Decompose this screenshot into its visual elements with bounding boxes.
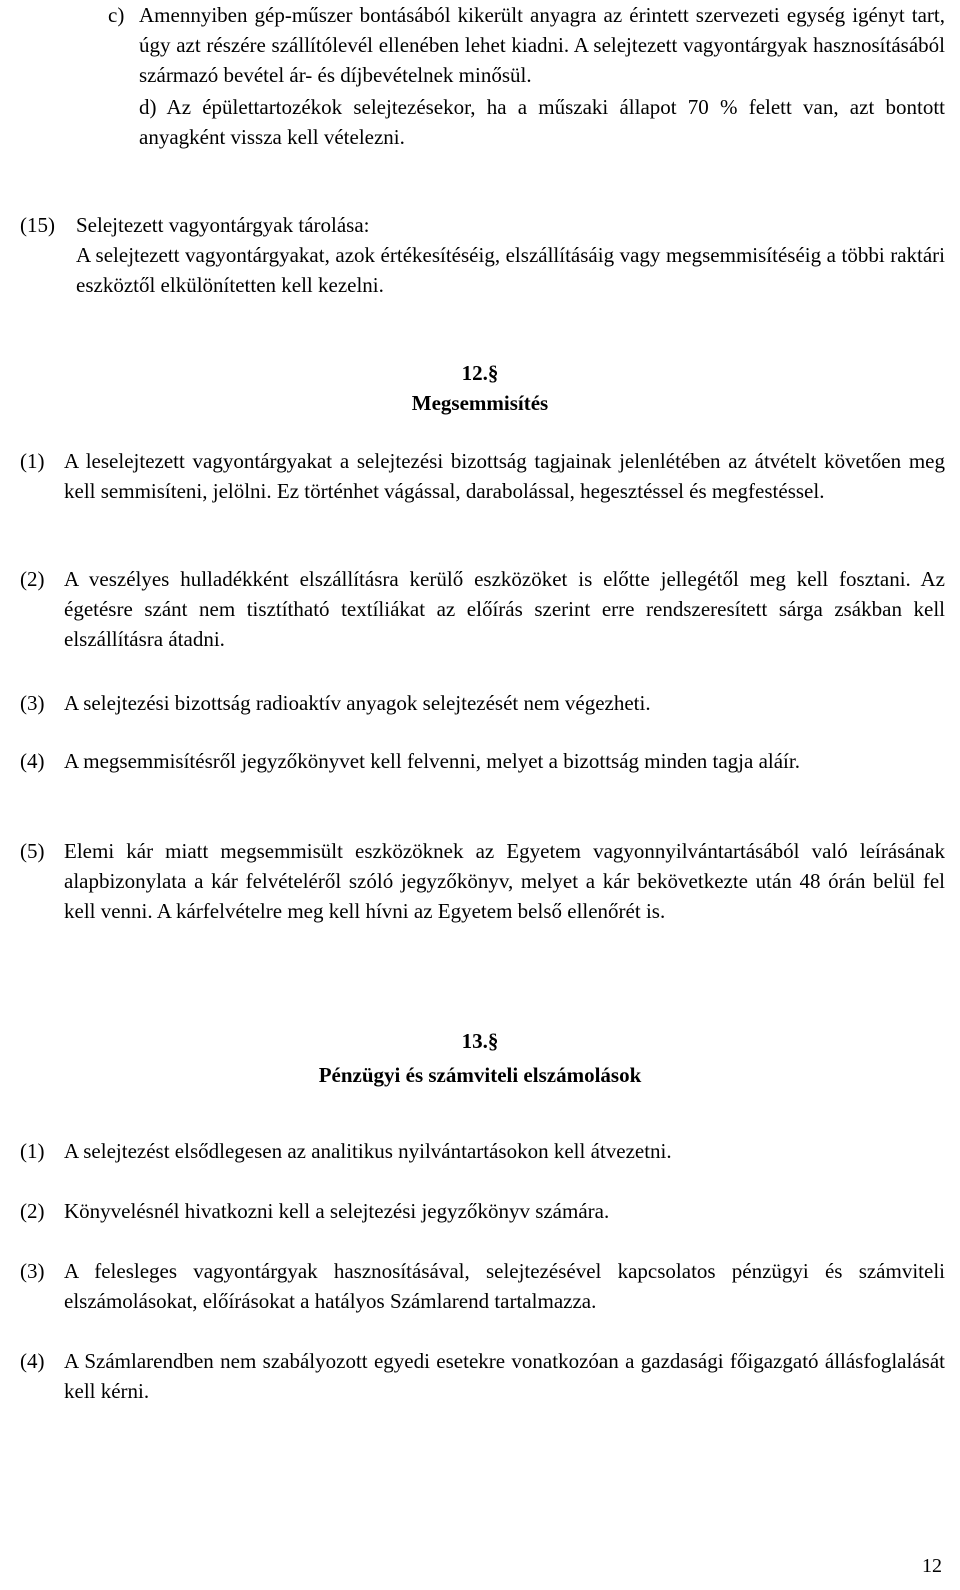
item-number: (1) [20,1139,45,1163]
item-c-label: c) [108,3,125,27]
item-text: A selejtezési bizottság radioaktív anyagok selejtezését nem végezheti. [64,691,651,715]
section-12-item-3 [20,688,945,718]
item-text: A selejtezést elsődlegesen az analitikus nyilvántartásokon kell átvezetni. [64,1139,672,1163]
item-d-text: d) Az épülettartozékok selejtezésekor, ha a műszaki állapot 70 % felett van, azt bontott anyagként vissza kell vételezni. [139,95,945,149]
item-number: (4) [20,1349,45,1373]
section-13-item-1 [20,1136,945,1166]
item-number: (5) [20,839,45,863]
section-13-item-4 [20,1346,945,1406]
item-number: (2) [20,1199,45,1223]
section-12-item-1 [20,446,945,536]
item-15-text: A selejtezett vagyontárgyakat, azok értékesítéséig, elszállításáig vagy megsemmisítéséig a többi raktári eszköztől elkülönítetten kell kezelni. [76,243,945,297]
section-12-item-5 [20,836,945,956]
item-text: A Számlarendben nem szabályozott egyedi esetekre vonatkozóan a gazdasági főigazgató állásfoglalását kell kérni. [64,1349,945,1403]
item-text: A felesleges vagyontárgyak hasznosításával, selejtezésével kapcsolatos pénzügyi és számviteli elszámolásokat, előírásokat a hatályos Számlarend tartalmazza. [64,1259,945,1313]
section-13-item-3 [20,1256,945,1316]
item-text: A leselejtezett vagyontárgyakat a selejtezési bizottság tagjainak jelenlétében az átvételt követően meg kell semmisíteni, jelölni. Ez történhet vágással, darabolással, hegesztéssel és megfestéssel. [64,449,945,503]
item-number: (4) [20,749,45,773]
item-text: Elemi kár miatt megsemmisült eszközöknek az Egyetem vagyonnyilvántartásából való leírásának alapbizonylata a kár felvételéről szóló jegyzőkönyv, melyet a kár bekövetkezte után 48 órán belül fel kell venni. A kárfelvételre meg kell hívni az Egyetem belső ellenőrét is. [64,839,945,923]
item-text: A veszélyes hulladékként elszállításra kerülő eszközöket is előtte jellegétől meg kell fosztani. Az égetésre szánt nem tisztítható textíliákat az előírás szerint erre rendszeresített sárga zsákban kell elszállításra átadni. [64,567,945,651]
section-12-number: 12.§ [461,361,499,385]
section-13-number: 13.§ [461,1029,499,1053]
item-number: (1) [20,449,45,473]
section-13-item-2 [20,1196,945,1226]
section-12-title: Megsemmisítés [411,391,549,415]
item-text: A megsemmisítésről jegyzőkönyvet kell felvenni, melyet a bizottság minden tagja aláír. [64,749,800,773]
item-15-title: Selejtezett vagyontárgyak tárolása: [76,213,370,237]
item-number: (2) [20,567,45,591]
section-12-item-2 [20,564,945,654]
item-number: (3) [20,1259,45,1283]
section-13-title: Pénzügyi és számviteli elszámolások [318,1063,642,1087]
item-15-number: (15) [20,213,55,237]
item-number: (3) [20,691,45,715]
section-12-item-4 [20,746,945,806]
page-number: 12 [922,1555,942,1577]
item-c-text: Amennyiben gép-műszer bontásából kikerült anyagra az érintett szervezeti egység igényt tart, úgy azt részére szállítólevél ellenében lehet kiadni. A selejtezett vagyontárgyak hasznosításából származó bevétel ár- és díjbevételnek minősül. [139,3,945,87]
item-text: Könyvelésnél hivatkozni kell a selejtezési jegyzőkönyv számára. [64,1199,610,1223]
